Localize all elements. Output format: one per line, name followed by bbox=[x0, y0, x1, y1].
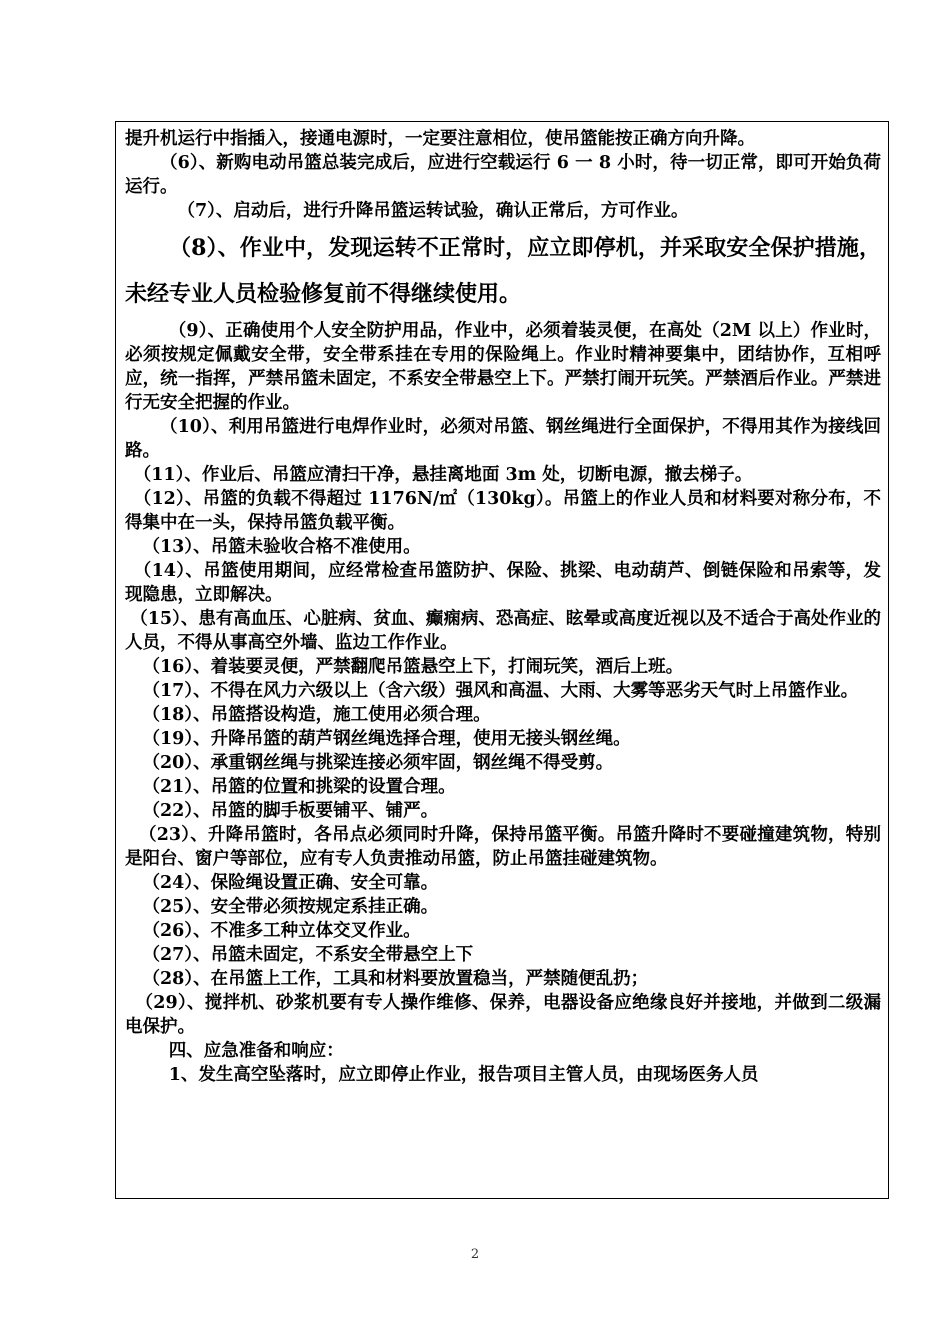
paragraph: （19）、升降吊篮的葫芦钢丝绳选择合理，使用无接头钢丝绳。 bbox=[142, 729, 631, 749]
paragraph: （21）、吊篮的位置和挑梁的设置合理。 bbox=[142, 777, 456, 797]
paragraph: （27）、吊篮未固定，不系安全带悬空上下 bbox=[142, 945, 474, 965]
paragraph: （7）、启动后，进行升降吊篮运转试验，确认正常后，方可作业。 bbox=[177, 201, 689, 221]
paragraph: （15）、患有高血压、心脏病、贫血、癫痫病、恐高症、眩晕或高度近视以及不适合于高处作业的人员，不得从事高空外墙、监边工作作业。 bbox=[125, 609, 881, 653]
paragraph: （10）、利用吊篮进行电焊作业时，必须对吊篮、钢丝绳进行全面保护，不得用其作为接线回路。 bbox=[125, 417, 881, 461]
paragraph: （28）、在吊篮上工作，工具和材料要放置稳当，严禁随便乱扔； bbox=[142, 969, 649, 989]
paragraph: （18）、吊篮搭设构造，施工使用必须合理。 bbox=[142, 705, 491, 725]
paragraph: （13）、吊篮未验收合格不准使用。 bbox=[142, 537, 421, 557]
paragraph: （9）、正确使用个人安全防护用品，作业中，必须着装灵便，在高处（2M 以上）作业时，必须按规定佩戴安全带，安全带系挂在专用的保险绳上。作业时精神要集中，团结协作，互相呼应，统一指挥，严禁吊篮未固定，不系安全带悬空上下。严禁打闹开玩笑。严禁酒后作业。严禁进行无安全把握的作业。 bbox=[125, 321, 881, 413]
paragraph: （12）、吊篮的负载不得超过 1176N/㎡（130kg）。吊篮上的作业人员和材料要对称分布，不得集中在一头，保持吊篮负载平衡。 bbox=[125, 489, 881, 533]
content-table-cell bbox=[115, 121, 889, 1199]
paragraph: 提升机运行中指插入，接通电源时，一定要注意相位，使吊篮能按正确方向升降。 bbox=[125, 129, 755, 149]
page-number: 2 bbox=[470, 1247, 480, 1262]
paragraph: （22）、吊篮的脚手板要铺平、铺严。 bbox=[142, 801, 439, 821]
paragraph: （24）、保险绳设置正确、安全可靠。 bbox=[142, 873, 439, 893]
paragraph: （16）、着装要灵便，严禁翻爬吊篮悬空上下，打闹玩笑，酒后上班。 bbox=[142, 657, 684, 677]
paragraph: 1、发生高空坠落时，应立即停止作业，报告项目主管人员，由现场医务人员 bbox=[168, 1065, 759, 1085]
paragraph: （14）、吊篮使用期间，应经常检查吊篮防护、保险、挑梁、电动葫芦、倒链保险和吊索等，发现隐患，立即解决。 bbox=[125, 561, 881, 605]
paragraph: （8）、作业中，发现运转不正常时，应立即停机，并采取安全保护措施，未经专业人员检验修复前不得继续使用。 bbox=[125, 235, 881, 307]
paragraph: （6）、新购电动吊篮总装完成后，应进行空载运行 6 一 8 小时，待一切正常，即可开始负荷运行。 bbox=[125, 153, 881, 197]
paragraph: （23）、升降吊篮时，各吊点必须同时升降，保持吊篮平衡。吊篮升降时不要碰撞建筑物，特别是阳台、窗户等部位，应有专人负责推动吊篮，防止吊篮挂碰建筑物。 bbox=[125, 825, 881, 869]
paragraph: （17）、不得在风力六级以上（含六级）强风和高温、大雨、大雾等恶劣天气时上吊篮作业。 bbox=[142, 681, 859, 701]
paragraph: （29）、搅拌机、砂浆机要有专人操作维修、保养，电器设备应绝缘良好并接地，并做到二级漏电保护。 bbox=[125, 993, 881, 1037]
paragraph: （11）、作业后、吊篮应清扫干净，悬挂离地面 3m 处，切断电源，撤去梯子。 bbox=[133, 465, 753, 485]
paragraph: （26）、不准多工种立体交叉作业。 bbox=[142, 921, 421, 941]
paragraph: 四、应急准备和响应： bbox=[168, 1041, 344, 1061]
safety-text-block bbox=[125, 127, 881, 1087]
paragraph: （25）、安全带必须按规定系挂正确。 bbox=[142, 897, 439, 917]
paragraph: （20）、承重钢丝绳与挑梁连接必须牢固，钢丝绳不得受剪。 bbox=[142, 753, 614, 773]
